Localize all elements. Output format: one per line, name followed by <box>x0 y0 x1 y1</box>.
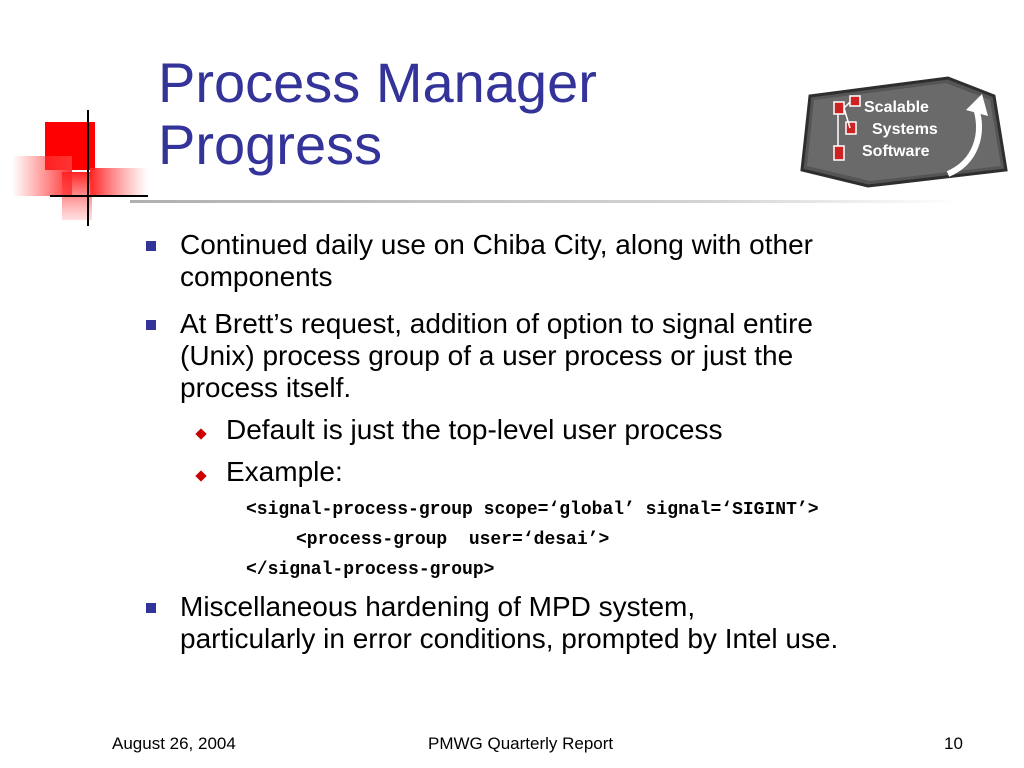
bullet-2 <box>180 308 980 404</box>
square-bullet-icon <box>146 241 156 251</box>
bullet-3-line-1: Miscellaneous hardening of MPD system, <box>180 591 696 622</box>
code-line-1: <signal-process-group scope=‘global’ signal=‘SIGINT’> <box>246 500 819 520</box>
diamond-bullet-icon <box>195 470 206 481</box>
bullet-1 <box>180 229 980 293</box>
bullet-1-line-2: components <box>180 261 333 292</box>
sub-bullet-2: Example: <box>226 456 343 487</box>
title-line-2: Progress <box>158 113 383 176</box>
diamond-bullet-icon <box>195 428 206 439</box>
sub-bullet-1: Default is just the top-level user process <box>226 414 723 445</box>
bullet-1-line-1: Continued daily use on Chiba City, along with other <box>180 229 813 260</box>
footer-title: PMWG Quarterly Report <box>428 734 614 753</box>
code-line-2: <process-group user=‘desai’> <box>296 530 610 550</box>
title-line-1: Process Manager <box>158 51 597 114</box>
logo-text-line-3: Software <box>862 143 930 160</box>
bullet-3 <box>180 591 980 655</box>
code-line-3: </signal-process-group> <box>246 560 495 580</box>
logo-text-line-1: Scalable <box>864 99 929 116</box>
slide-number: 10 <box>944 734 963 753</box>
bullet-2-line-2: (Unix) process group of a user process or just the <box>180 340 794 371</box>
bullet-2-line-3: process itself. <box>180 372 352 403</box>
bullet-3-line-2: particularly in error conditions, prompted by Intel use. <box>180 623 839 654</box>
footer-date: August 26, 2004 <box>112 734 236 753</box>
square-bullet-icon <box>146 603 156 613</box>
square-bullet-icon <box>146 320 156 330</box>
logo-text-line-2: Systems <box>872 121 938 138</box>
bullet-2-line-1: At Brett’s request, addition of option to signal entire <box>180 308 813 339</box>
